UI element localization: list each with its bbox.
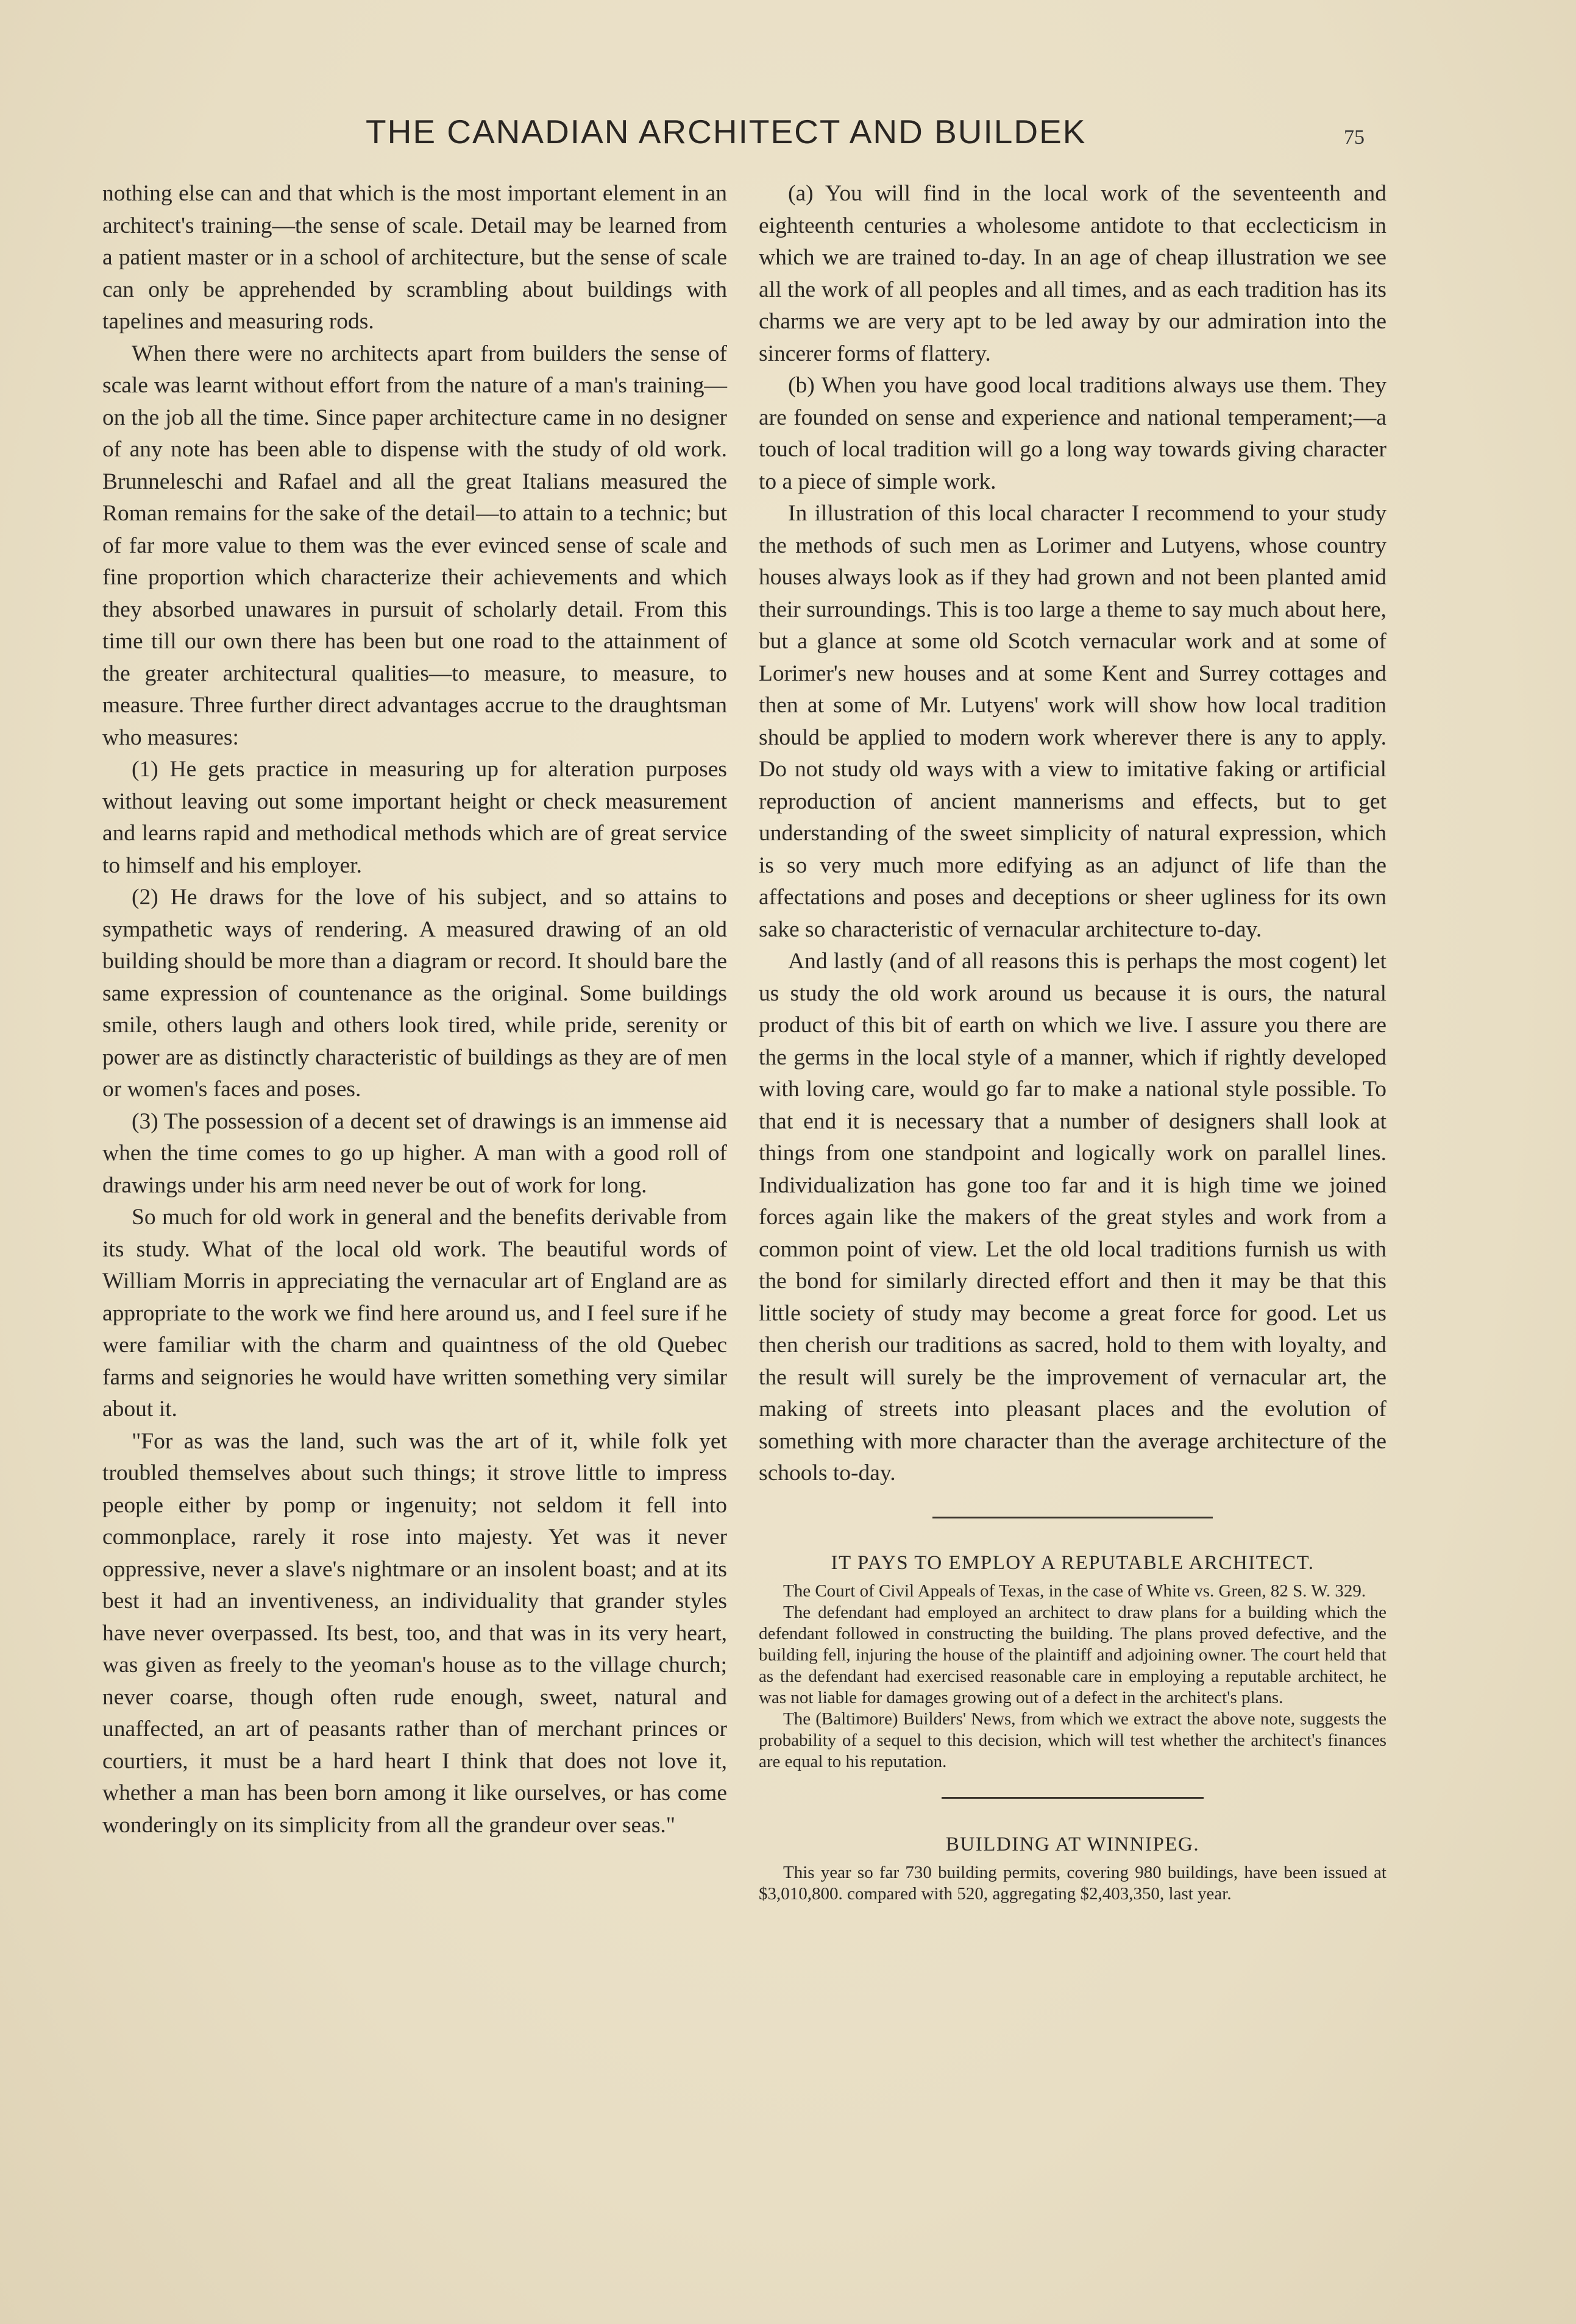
paragraph: (3) The possession of a decent set of drawings is an immense aid when the time comes to go up higher. A man with a good roll of drawings under his arm need never be out of work for long. [102,1108,727,1198]
paragraph: (1) He gets practice in measuring up for alteration purposes without leaving out some important height or check measurement and learns rapid and methodical methods which are of great service to himself and his employer. [102,757,727,878]
paragraph: nothing else can and that which is the most important element in an architect's training—the sense of scale. Detail may be learned from a patient master or in a school of architecture, but the sense of scale can only be apprehended by scrambling about buildings with tapelines and measuring rods. [102,181,727,334]
section-divider [932,1517,1213,1518]
article-citation: The Court of Civil Appeals of Texas, in the case of White vs. Green, 82 S. W. 329. [783,1581,1366,1601]
article-body: The defendant had employed an architect to draw plans for a building which the defendant followed in constructing the building. The plans proved defective, and the building fell, injuring the house of the plaintiff and adjoining owner. The court held that as the defendant had exercised reasonable care in employing a reputable architect, he was not liable for damages growing out of a defect in the architect's plans. [759,1602,1386,1707]
section-divider [942,1797,1204,1799]
article-note: The (Baltimore) Builders' News, from which we extract the above note, suggests the probability of a sequel to this decision, which will test whether the architect's finances are equal to his reputation. [759,1709,1386,1771]
paragraph: In illustration of this local character I recommend to your study the methods of such men as Lorimer and Lutyens, whose country houses always look as if they had grown and not been planted amid their surroundings. This is too large a theme to say much about here, but a glance at some old Scotch vernacular work and at some of Lorimer's new houses and at some Kent and Surrey cottages and then at some of Mr. Lutyens' work will show how local tradition should be applied to modern work wherever there is any to apply. Do not study old ways with a view to imitative faking or artificial reproduction of ancient mannerisms and effects, but to get understanding of the sweet simplicity of natural expression, which is so very much more edifying as an adjunct of life than the affectations and poses and deceptions or sheer ugliness for its own sake so characteristic of vernacular architecture to-day. [759,501,1386,942]
paragraph: And lastly (and of all reasons this is perhaps the most cogent) let us study the old work around us because it is ours, the natural product of this bit of earth on which we live. I assure you there are the germs in the local style of a manner, which if rightly developed with loving care, would go far to make a national style possible. To that end it is necessary that a number of designers shall look at things from one standpoint and logically work on parallel lines. Individualization has gone too far and it is high time we joined forces again like the makers of the great styles and work from a common point of view. Let the old local traditions furnish us with the bond for similarly directed effort and then it may be that this little society of study may become a great force for good. Let us then cherish our traditions as sacred, hold to them with loyalty, and the result will surely be the improvement of vernacular art, the making of streets into pleasant places and the evolution of something with more character than the average architecture of the schools to-day. [759,949,1386,1486]
paragraph: When there were no architects apart from builders the sense of scale was learnt without effort from the nature of a man's training—on the job all the time. Since paper architecture came in no designer of any note has been able to dispense with the study of old work. Brunneleschi and Rafael and all the great Italians measured the Roman remains for the sake of the detail—to attain to a technic; but of far more value to them was the ever evinced sense of scale and fine proportion which characterize their achievements and which they absorbed unawares in pursuit of scholarly detail. From this time till our own there has been but one road to the attainment of the greater architectural qualities—to measure, to measure, to measure. Three further direct advantages accrue to the draughtsman who measures: [102,341,727,750]
paragraph: (2) He draws for the love of his subject, and so attains to sympathetic ways of rendering. A measured drawing of an old building should be more than a diagram or record. It should bare the same expression of countenance as the original. Some buildings smile, others laugh and others look tired, while pride, serenity or power are as distinctly characteristic of buildings as they are of men or women's faces and poses. [102,885,727,1102]
paragraph: So much for old work in general and the benefits derivable from its study. What of the local old work. The beautiful words of William Morris in appreciating the vernacular art of England are as appropriate to the work we find here around us, and I feel sure if he were familiar with the charm and quaintness of the old Quebec farms and seignories he would have written something very similar about it. [102,1205,727,1422]
article-body: This year so far 730 building permits, covering 980 buildings, have been issued at $3,010,800. compared with 520, aggregating $2,403,350, last year. [759,1862,1386,1904]
page-number: 75 [1344,126,1365,149]
article-reputable-architect [759,1549,1386,1773]
left-column [102,178,727,1841]
paragraph: (b) When you have good local traditions always use them. They are founded on sense and experience and national temperament;—a touch of local tradition will go a long way towards giving character to a piece of simple work. [759,373,1386,494]
article-heading: BUILDING AT WINNIPEG. [945,1833,1200,1855]
paragraph: (a) You will find in the local work of the seventeenth and eighteenth centuries a wholesome antidote to that ecclecticism in which we are trained to-day. In an age of cheap illustration we see all the work of all peoples and all times, and as each tradition has its charms we are very apt to be led away by our admiration into the sincerer forms of flattery. [759,181,1386,366]
right-column [759,178,1386,1905]
article-building-winnipeg [759,1830,1386,1905]
journal-title: THE CANADIAN ARCHITECT AND BUILDEK [366,113,1087,151]
morris-quote: "For as was the land, such was the art of it, while folk yet troubled themselves about such things; it strove little to impress people either by pomp or ingenuity; not seldom it fell into commonplace, rarely it rose into majesty. Yet was it never oppressive, never a slave's nightmare or an insolent boast; and at its best it had an inventiveness, an individuality that grander styles have never overpassed. Its best, too, and that was in its very heart, was given as freely to the yeoman's house as to the village church; never coarse, though often rude enough, sweet, natural and unaffected, an art of peasants rather than of merchant princes or courtiers, it must be a hard heart I think that does not love it, whether a man has been born among it like ourselves, or has come wonderingly on its simplicity from all the grandeur over seas." [102,1428,727,1838]
article-heading: IT PAYS TO EMPLOY A REPUTABLE ARCHITECT. [831,1551,1315,1574]
